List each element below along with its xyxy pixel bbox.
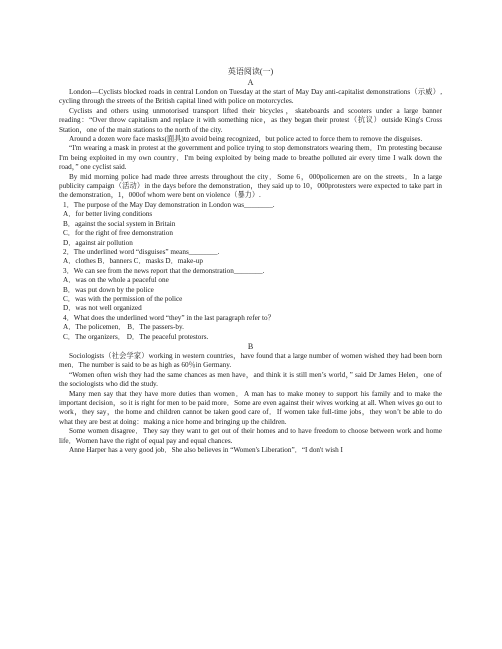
question-1-option-a: A．for better living conditions xyxy=(63,210,153,219)
document-page xyxy=(59,66,442,455)
question-4-options-cd: C．The organizers． D．The peaceful protestors. xyxy=(63,332,209,341)
passage-a-paragraph: London—Cyclists blocked roads in central London on Tuesday at the start of May Day anti-capitalist demonstrations（示威）, cycling through the streets of the British capital lined with police on motorcycles. xyxy=(59,88,442,106)
passage-a-paragraph: By mid morning police had made three arrests throughout the city．Some 6，000policemen are on the streets．In a large publicity campaign（活动）in the days before the demonstration，they said up to 10，000protesters were expected to take part in the demonstration，1，000of whom were bent on violence（暴力）. xyxy=(59,172,442,200)
passage-a-paragraph: “I'm wearing a mask in protest at the government and police trying to stop demonstrators wearing them．I'm protesting because I'm being exploited in my own country．I'm being exploited by being made to breathe polluted air every time I walk down the road，” one cyclist said. xyxy=(59,144,442,172)
question-1-option-c: C．for the right of free demonstration xyxy=(63,229,173,238)
question-3-option-d: D．was not well organized xyxy=(63,304,142,313)
question-3-option-a: A．was on the whole a peaceful one xyxy=(63,276,169,285)
question-3: 3．We can see from the news report that the demonstration________. xyxy=(63,266,265,275)
passage-a-paragraph: Around a dozen wore face masks(面具)to avoid being recognized，but police acted to force them to remove the disguises. xyxy=(69,135,423,144)
passage-b-paragraph: Anne Harper has a very good job．She also believes in “Women's Liberation”．“I don't wish I xyxy=(69,446,343,455)
question-1-option-d: D．against air pollution xyxy=(63,238,133,247)
section-b-heading: B xyxy=(247,341,254,351)
passage-b-paragraph: Some women disagree．They say they want to get out of their homes and to have freedom to choose between work and home life．Women have the right of equal pay and equal chances. xyxy=(59,427,442,445)
question-2: 2．The underlined word “disguises” means________. xyxy=(63,247,220,256)
passage-b-paragraph: “Women often wish they had the same chances as men have，and think it is still men’s world，” said Dr James Helen，one of the sociologists who did the study. xyxy=(59,370,442,389)
passage-b-paragraph: Many men say that they have more duties than women．A man has to make money to support his family and to make the important decision，so it is right for men to be paid more．Some are even against their wives working at all. When wives go out to work，they say，the home and children cannot be taken good care of．If women take full-time jobs，they won’t be able to do what they are best at doing：making a nice home and bringing up the children. xyxy=(59,389,442,426)
question-1: 1．The purpose of the May Day demonstration in London was________. xyxy=(63,200,275,209)
page-title: 英语阅读(一) xyxy=(227,67,274,76)
question-3-option-c: C．was with the permission of the police xyxy=(63,294,183,303)
passage-b-paragraph: Sociologists（社会学家）working in western countries，have found that a large number of women wished they had been born men．The number is said to be as high as 60％in Germany. xyxy=(59,351,442,370)
section-a-heading: A xyxy=(247,78,254,87)
passage-a-paragraph: Cyclists and others using unmotorised transport lifted their bicycles，skateboards and scooters under a large banner reading：“Over throw capitalism and replace it with something nice，as they began their protest（抗议）outside King's Cross Station，one of the main stations to the north of the city. xyxy=(59,106,442,134)
question-3-option-b: B．was put down by the police xyxy=(63,285,154,294)
question-2-options: A．clothes B．banners C．masks D．make-up xyxy=(63,257,203,266)
question-4-options-ab: A．The policemen． B．The passers-by. xyxy=(63,323,184,332)
question-4: 4．What does the underlined word “they” in the last paragraph refer to？ xyxy=(63,313,275,322)
question-1-option-b: B．against the social system in Britain xyxy=(63,219,176,228)
